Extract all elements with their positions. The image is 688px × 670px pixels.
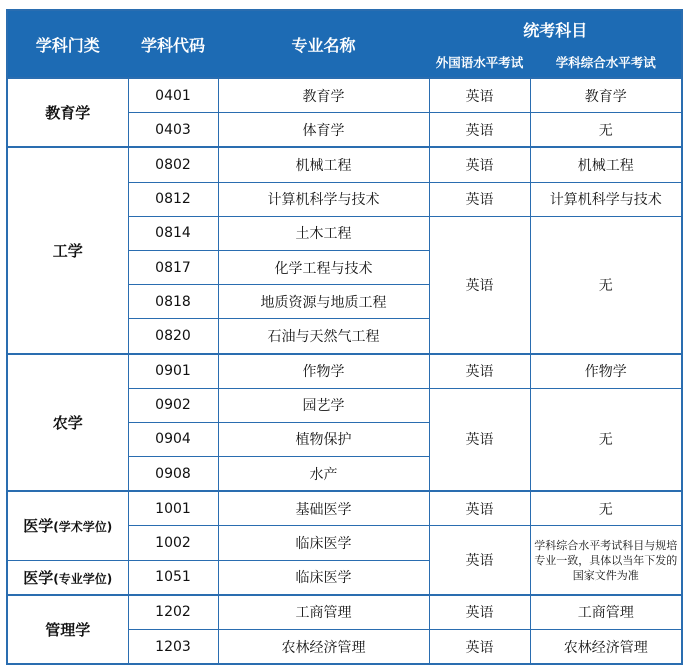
header-name: 专业名称 — [218, 10, 429, 78]
header-code: 学科代码 — [128, 10, 218, 78]
name-cell: 体育学 — [218, 113, 429, 148]
name-cell: 石油与天然气工程 — [218, 319, 429, 354]
comp-cell: 农林经济管理 — [530, 630, 682, 665]
name-cell: 计算机科学与技术 — [218, 182, 429, 216]
code-cell: 0401 — [128, 78, 218, 113]
comp-cell: 计算机科学与技术 — [530, 182, 682, 216]
code-cell: 1202 — [128, 595, 218, 630]
code-cell: 0902 — [128, 388, 218, 422]
lang-cell: 英语 — [429, 388, 530, 491]
code-cell: 0901 — [128, 354, 218, 389]
lang-cell: 英语 — [429, 113, 530, 148]
lang-cell: 英语 — [429, 78, 530, 113]
category-cell: 农学 — [7, 354, 128, 492]
comp-cell: 作物学 — [530, 354, 682, 389]
category-note: (学术学位) — [53, 520, 113, 535]
comp-cell: 无 — [530, 113, 682, 148]
name-cell: 作物学 — [218, 354, 429, 389]
name-cell: 水产 — [218, 457, 429, 492]
table-row — [7, 595, 682, 630]
name-cell: 临床医学 — [218, 526, 429, 560]
code-cell: 0818 — [128, 285, 218, 319]
code-cell: 1001 — [128, 491, 218, 526]
comp-cell: 工商管理 — [530, 595, 682, 630]
name-cell: 基础医学 — [218, 491, 429, 526]
header-category: 学科门类 — [7, 10, 128, 78]
name-cell: 临床医学 — [218, 560, 429, 595]
code-cell: 1203 — [128, 630, 218, 665]
category-cell: 管理学 — [7, 595, 128, 664]
code-cell: 0908 — [128, 457, 218, 492]
name-cell: 机械工程 — [218, 147, 429, 182]
lang-cell: 英语 — [429, 354, 530, 389]
comp-cell: 教育学 — [530, 78, 682, 113]
category-cell: 教育学 — [7, 78, 128, 147]
category-cell — [7, 491, 128, 560]
category-cell: 工学 — [7, 147, 128, 353]
lang-cell: 英语 — [429, 595, 530, 630]
degree-subject-table-container — [6, 9, 681, 665]
name-cell: 土木工程 — [218, 216, 429, 250]
lang-cell: 英语 — [429, 182, 530, 216]
comp-note-cell: 学科综合水平考试科目与规培专业一致，具体以当年下发的国家文件为准 — [530, 526, 682, 595]
category-cell — [7, 560, 128, 595]
code-cell: 1002 — [128, 526, 218, 560]
comp-cell: 无 — [530, 216, 682, 353]
code-cell: 0904 — [128, 422, 218, 456]
category-label: 医学 — [23, 517, 54, 536]
lang-cell: 英语 — [429, 630, 530, 665]
degree-subject-table — [6, 9, 683, 665]
comp-cell: 无 — [530, 388, 682, 491]
name-cell: 园艺学 — [218, 388, 429, 422]
name-cell: 教育学 — [218, 78, 429, 113]
code-cell: 1051 — [128, 560, 218, 595]
name-cell: 工商管理 — [218, 595, 429, 630]
lang-cell: 英语 — [429, 526, 530, 595]
code-cell: 0817 — [128, 250, 218, 284]
code-cell: 0403 — [128, 113, 218, 148]
name-cell: 地质资源与地质工程 — [218, 285, 429, 319]
header-comprehensive: 学科综合水平考试 — [530, 47, 682, 78]
name-cell: 农林经济管理 — [218, 630, 429, 665]
comp-cell: 机械工程 — [530, 147, 682, 182]
lang-cell: 英语 — [429, 147, 530, 182]
name-cell: 化学工程与技术 — [218, 250, 429, 284]
name-cell: 植物保护 — [218, 422, 429, 456]
table-row — [7, 147, 682, 182]
category-label: 医学 — [23, 568, 54, 587]
table-row — [7, 78, 682, 113]
code-cell: 0820 — [128, 319, 218, 354]
lang-cell: 英语 — [429, 216, 530, 353]
code-cell: 0802 — [128, 147, 218, 182]
code-cell: 0814 — [128, 216, 218, 250]
table-row — [7, 491, 682, 526]
code-cell: 0812 — [128, 182, 218, 216]
table-row — [7, 354, 682, 389]
header-foreign-lang: 外国语水平考试 — [429, 47, 530, 78]
header-exam-group: 统考科目 — [429, 10, 682, 47]
lang-cell: 英语 — [429, 491, 530, 526]
category-note: (专业学位) — [53, 571, 113, 586]
comp-cell: 无 — [530, 491, 682, 526]
